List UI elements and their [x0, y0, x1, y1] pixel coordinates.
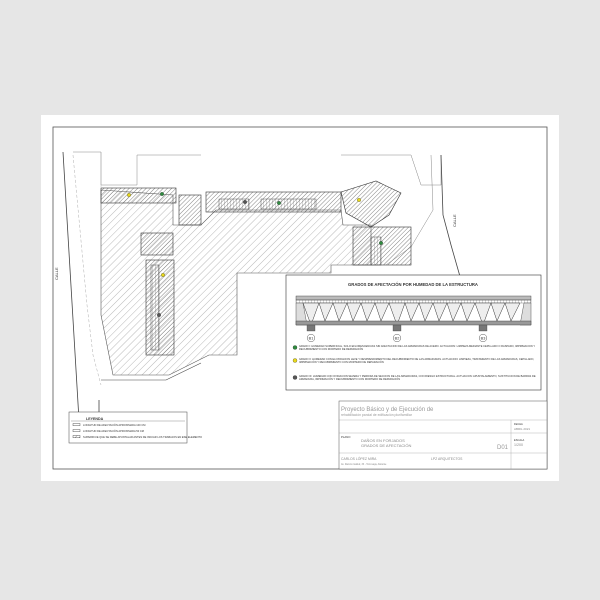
left-boundary	[63, 152, 99, 420]
legend-item-3: SUPERFICIE QUE SE DEBE APUNTALAR ANTES DE INICIAR LOS TRABAJOS EN ESE ELEMENTO	[83, 435, 203, 439]
grade-3-text: GRADO III: HUMEDAD CON OXIDACIÓN SEVERA Y PÉRDIDA DE SECCIÓN DE LAS ARMADURAS, CON RIESGO ESTRUCTURAL. ACTUACIÓN: APUNTALAMIENTO, SUSTITUCIÓN DE BARRAS DE ARMADURA, IMPRIMACIÓN Y RECUBRIMIENTO CON MORTERO DE REPARACIÓN	[299, 375, 536, 381]
plane-name-2: GRADOS DE AFECTACIÓN	[361, 443, 412, 448]
ribbed-slab-right	[353, 227, 411, 265]
office-name: LPZ ARQUITECTOS	[431, 457, 463, 461]
project-subtitle: rehabilitación parcial de edificación plurifamiliar	[341, 413, 412, 417]
scale-label: ESCALA	[514, 439, 525, 442]
street-right-label: CALLE	[452, 214, 457, 227]
grade-3-swatch	[293, 376, 297, 380]
street-left-label: CALLE	[54, 267, 59, 280]
section-label-b1: B1	[308, 336, 314, 341]
ribbed-slab-left-column	[141, 233, 174, 355]
grade-1-text: GRADO I: HUMEDAD SUPERFICIAL, SOLO EFLORESCENCIAS SIN AFECTACIÓN DE LAS ARMADURAS DE ACERO. ACTUACIÓN: LIMPIEZA MEDIANTE CEPILLADO O RASPADO, IMPRIMACIÓN Y RECUBRIMIENTO CON MORTERO DE REPARACIÓN	[299, 345, 536, 351]
title-block	[339, 401, 547, 469]
plane-label: PLANO	[341, 435, 351, 439]
date-label: FECHA	[514, 423, 523, 426]
grade-1-swatch	[293, 346, 297, 350]
floor-plan-drawing	[41, 115, 559, 481]
office-address: Av. Ramón Gallud, 33 - Torrevieja, Alicante	[341, 463, 387, 466]
drawing-sheet	[41, 115, 559, 481]
section-label-b2: B2	[394, 336, 400, 341]
scale-value: 1/200	[514, 443, 523, 447]
grade-2-swatch	[293, 359, 297, 363]
section-label-b3: B3	[480, 336, 486, 341]
legend-item-2: LONGITUD DE AFECTACIÓN APROXIMADA 50 CM	[83, 429, 144, 433]
legend-title: LEYENDA	[86, 417, 104, 421]
grades-box	[286, 275, 541, 390]
author-name: CARLOS LÓPEZ MIRA	[341, 457, 377, 461]
grades-title: GRADOS DE AFECTACIÓN POR HUMEDAD DE LA ESTRUCTURA	[348, 282, 478, 287]
plane-name-1: DAÑOS EN FORJADOS	[361, 438, 405, 443]
grade-2-text: GRADO II: HUMEDAD CON ELOXIDACIÓN LEVE Y DESPRENDIMIENTO DEL RECUBRIMIENTO DE LAS ARMADURAS. ACTUACIÓN: LIMPIEZA, TRATAMIENTO DE LAS ARMADURAS, CEPILLADO, IMPRIMACIÓN Y RECUBRIMIENTO CON MORTERO DE REPARACIÓN	[299, 358, 535, 364]
plane-number: D01	[497, 445, 509, 451]
project-title: Proyecto Básico y de Ejecución de	[341, 407, 434, 413]
date-value: ABRIL 2021	[514, 427, 531, 431]
grade-items	[293, 345, 537, 387]
legend-item-1: LONGITUD DE AFECTACIÓN APROXIMADA 100 CM	[83, 423, 146, 427]
